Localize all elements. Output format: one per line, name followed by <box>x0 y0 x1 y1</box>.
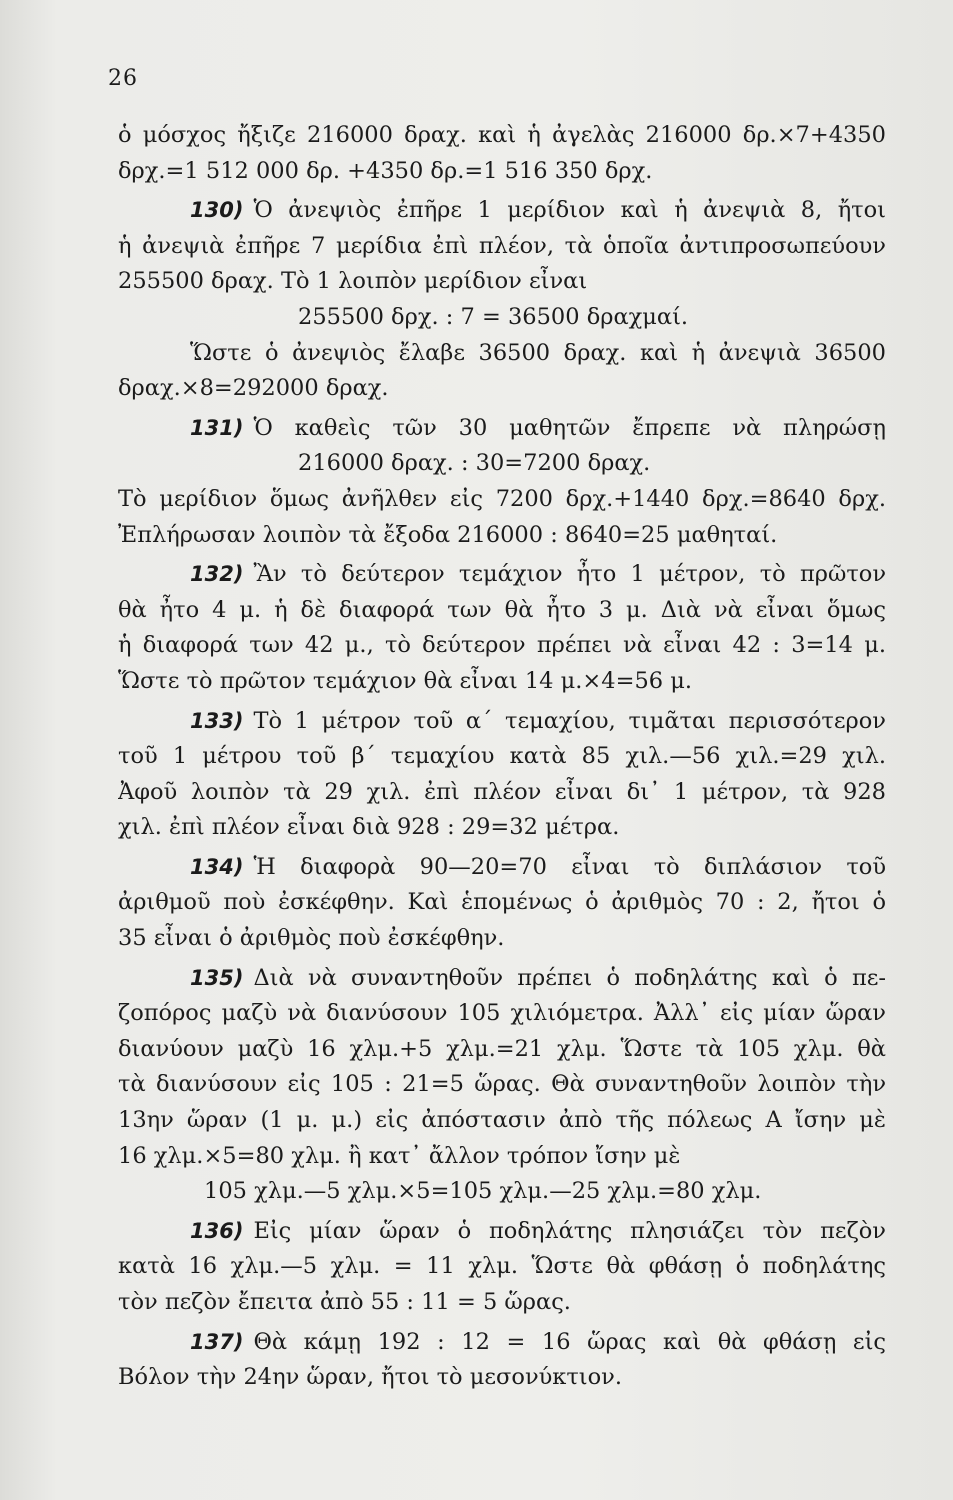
text-line: τὰ διανύσουν εἰς 105 : 21=5 ὥρας. Θὰ συναντηθοῦν λοιπὸν τὴν <box>118 1071 886 1098</box>
paragraph-130 <box>118 193 886 407</box>
text-line: θὰ ἦτο 4 μ. ἡ δὲ διαφορά των θὰ ἦτο 3 μ. Διὰ νὰ εἶναι ὅμως <box>118 596 886 623</box>
text-line: 255500 δραχ. Τὸ 1 λοιπὸν μερίδιον εἶναι <box>118 268 588 295</box>
text-line: Τὸ 1 μέτρον τοῦ α΄ τεμαχίου, τιμᾶται περισσότερον <box>253 707 886 734</box>
text-line: Διὰ νὰ συναντηθοῦν πρέπει ὁ ποδηλάτης καὶ ὁ πε- <box>253 964 886 991</box>
text-line: 35 εἶναι ὁ ἀριθμὸς ποὺ ἐσκέφθην. <box>118 925 505 952</box>
text-line: τοῦ 1 μέτρου τοῦ β΄ τεμαχίου κατὰ 85 χιλ.—56 χιλ.=29 χιλ. <box>118 743 886 770</box>
text-line: τὸν πεζὸν ἔπειτα ἀπὸ 55 : 11 = 5 ὥρας. <box>118 1289 571 1315</box>
page-text <box>118 118 886 1400</box>
text-line: Ἡ διαφορὰ 90—20=70 εἶναι τὸ διπλάσιον τοῦ <box>253 853 886 880</box>
text-line: ὁ μόσχος ἤξιζε 216000 δραχ. καὶ ἡ ἀγελὰς 216000 δρ.×7+4350 <box>118 122 886 148</box>
text-line: 255500 δρχ. : 7 = 36500 δραχμαί. <box>298 303 689 330</box>
text-line: 16 χλμ.×5=80 χλμ. ἢ κατ᾿ ἄλλον τρόπον ἴσην μὲ <box>118 1142 681 1169</box>
paragraph-133 <box>118 704 886 846</box>
text-line: ἀριθμοῦ ποὺ ἐσκέφθην. Καὶ ἑπομένως ὁ ἀριθμὸς 70 : 2, ἤτοι ὁ <box>118 889 886 916</box>
paragraph-132 <box>118 557 886 699</box>
text-line: Θὰ κάμῃ 192 : 12 = 16 ὥρας καὶ θὰ φθάσῃ εἰς <box>253 1328 886 1355</box>
problem-number: 133) <box>190 708 244 733</box>
paragraph-135 <box>118 961 886 1210</box>
paragraph-continuation <box>118 118 886 189</box>
problem-number: 136) <box>190 1218 244 1243</box>
text-line: δρχ.=1 512 000 δρ. +4350 δρ.=1 516 350 δρχ. <box>118 157 653 184</box>
text-line: διανύουν μαζὺ 16 χλμ.+5 χλμ.=21 χλμ. Ὥστε τὰ 105 χλμ. θὰ <box>118 1035 886 1062</box>
text-line: κατὰ 16 χλμ.—5 χλμ. = 11 χλμ. Ὥστε θὰ φθάσῃ ὁ ποδηλάτης <box>118 1253 886 1280</box>
text-line: Ὁ ἀνεψιὸς ἐπῆρε 1 μερίδιον καὶ ἡ ἀνεψιὰ 8, ἤτοι <box>253 197 886 224</box>
text-line: Ὥστε τὸ πρῶτον τεμάχιον θὰ εἶναι 14 μ.×4=56 μ. <box>118 667 693 694</box>
paragraph-136 <box>118 1214 886 1321</box>
problem-number: 132) <box>190 562 244 587</box>
text-line: Τὸ μερίδιον ὅμως ἀνῆλθεν εἰς 7200 δρχ.+1440 δρχ.=8640 δρχ. <box>118 485 886 512</box>
paragraph-131 <box>118 411 886 553</box>
page-number: 26 <box>108 66 138 91</box>
text-line: Εἰς μίαν ὥραν ὁ ποδηλάτης πλησιάζει τὸν πεζὸν <box>253 1217 886 1244</box>
paragraph-137 <box>118 1325 886 1396</box>
text-line: Ἀφοῦ λοιπὸν τὰ 29 χιλ. ἐπὶ πλέον εἶναι δι᾿ 1 μέτρον, τὰ 928 <box>118 778 886 805</box>
text-line: Ἂν τὸ δεύτερον τεμάχιον ἦτο 1 μέτρον, τὸ πρῶτον <box>253 561 886 588</box>
text-line: Ἐπλήρωσαν λοιπὸν τὰ ἔξοδα 216000 : 8640=25 μαθηταί. <box>118 521 778 548</box>
text-line: χιλ. ἐπὶ πλέον εἶναι διὰ 928 : 29=32 μέτρα. <box>118 814 620 841</box>
text-line: Ὁ καθεὶς τῶν 30 μαθητῶν ἔπρεπε νὰ πληρώσῃ <box>253 414 886 441</box>
problem-number: 137) <box>190 1329 244 1354</box>
text-line: ἡ διαφορά των 42 μ., τὸ δεύτερον πρέπει νὰ εἶναι 42 : 3=14 μ. <box>118 632 886 659</box>
text-line: 13ην ὥραν (1 μ. μ.) εἰς ἀπόστασιν ἀπὸ τῆς πόλεως Α ἴσην μὲ <box>118 1107 886 1134</box>
paragraph-134 <box>118 850 886 957</box>
problem-number: 131) <box>190 415 244 440</box>
text-line: δραχ.×8=292000 δραχ. <box>118 375 389 402</box>
text-line: 216000 δραχ. : 30=7200 δραχ. <box>298 450 651 477</box>
text-line: 105 χλμ.—5 χλμ.×5=105 χλμ.—25 χλμ.=80 χλμ. <box>204 1178 762 1205</box>
text-line: ἡ ἀνεψιὰ ἐπῆρε 7 μερίδια ἐπὶ πλέον, τὰ ὁποῖα ἀντιπροσωπεύουν <box>118 232 886 259</box>
problem-number: 135) <box>190 965 244 990</box>
problem-number: 130) <box>190 198 244 223</box>
problem-number: 134) <box>190 854 244 879</box>
text-line: Βόλον τὴν 24ην ὥραν, ἤτοι τὸ μεσονύκτιον. <box>118 1364 623 1391</box>
text-line: Ὥστε ὁ ἀνεψιὸς ἔλαβε 36500 δραχ. καὶ ἡ ἀνεψιὰ 36500 <box>190 339 886 366</box>
text-line: ζοπόρος μαζὺ νὰ διανύσουν 105 χιλιόμετρα. Ἀλλ᾿ εἰς μίαν ὥραν <box>118 1000 886 1027</box>
